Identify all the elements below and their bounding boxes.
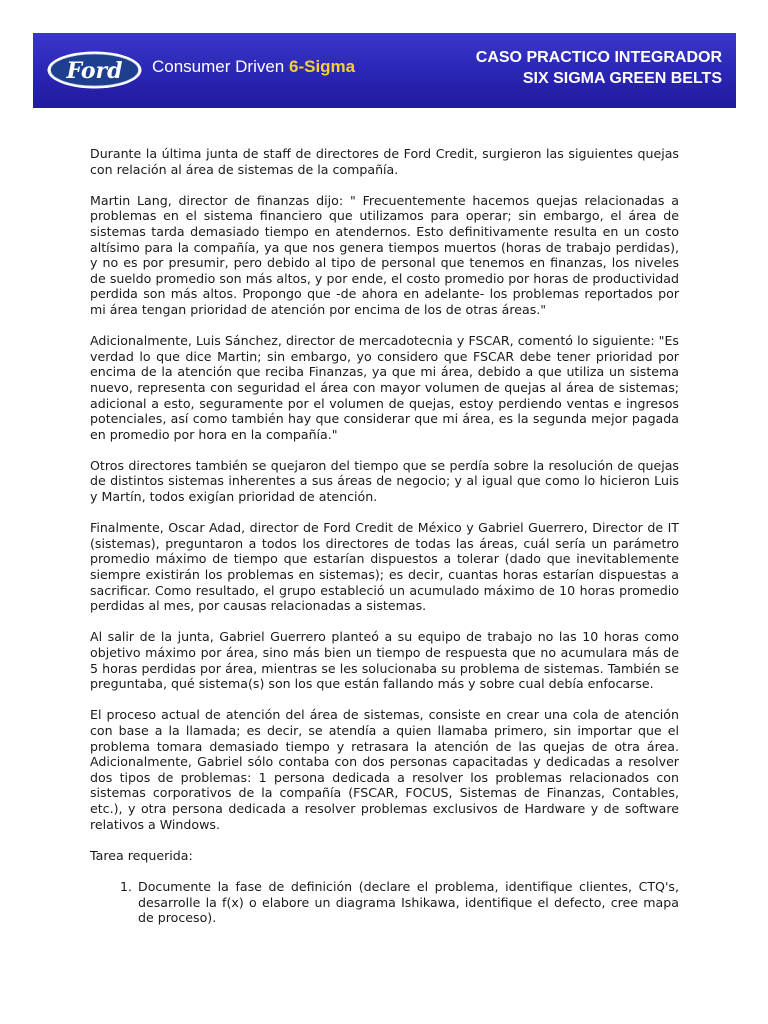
paragraph-current-process: El proceso actual de atención del área de sistemas, consiste en crear una cola de atención con base a la llamada; es decir, se atendía a quien llamaba primero, sin importar que el problema tomara demasiado tiempo y retrasara la atención de las quejas de otra área. Adicionalmente, Gabriel sólo contaba con dos personas capacitadas y dedicadas a resolver dos tipos de problemas: 1 persona dedicada a resolver los problemas relacionados con sistemas corporativos de la compañía (FSCAR, FOCUS, Sistemas de Finanzas, Contables, etc.), y otra persona dedicada a resolver problemas exclusivos de Hardware y de software relativos a Windows. <box>90 707 679 832</box>
paragraph-gabriel-guerrero: Al salir de la junta, Gabriel Guerrero planteó a su equipo de trabajo no las 10 horas como objetivo máximo por área, sino más bien un tiempo de respuesta que no acumulara más de 5 horas perdidas por área, mientras se les solucionaba su problema de sistemas. También se preguntaba, qué sistema(s) son los que están fallando más y sobre cual debía enfocarse. <box>90 629 679 692</box>
brand-prefix: Consumer Driven <box>152 57 289 76</box>
paragraph-intro: Durante la última junta de staff de directores de Ford Credit, surgieron las siguientes quejas con relación al área de sistemas de la compañía. <box>90 146 679 177</box>
brand-tagline <box>152 57 355 77</box>
title-line-1: CASO PRACTICO INTEGRADOR <box>475 49 722 66</box>
paragraph-luis-sanchez: Adicionalmente, Luis Sánchez, director de mercadotecnia y FSCAR, comentó lo siguiente: "Es verdad lo que dice Martin; sin embargo, yo considero que FSCAR debe tener prioridad por encima de la atención que reciba Finanzas, ya que mi área, debido a que utiliza un sistema nuevo, representa con seguridad el área con mayor volumen de quejas al área de sistemas; adicional a esto, seguramente por el volumen de quejas, estoy perdiendo ventas e ingresos potenciales, así como también hay que considerar que mi área, es la segunda mejor pagada en promedio por hora en la compañía." <box>90 333 679 442</box>
ford-logo <box>46 50 143 90</box>
paragraph-oscar-adad: Finalmente, Oscar Adad, director de Ford Credit de México y Gabriel Guerrero, Director de IT (sistemas), preguntaron a todos los directores de todas las áreas, cuál sería un parámetro promedio máximo de tiempo que estarían dispuestos a tolerar (dado que inevitablemente siempre existirán los problemas en sistemas); es decir, cuantas horas estarían dispuestas a sacrificar. Como resultado, el grupo estableció un acumulado máximo de 10 horas promedio perdidas al mes, por causas relacionadas a sistemas. <box>90 520 679 614</box>
paragraph-task-heading: Tarea requerida: <box>90 847 193 863</box>
title-line-2: SIX SIGMA GREEN BELTS <box>522 70 722 87</box>
task-list <box>90 879 679 926</box>
brand-accent: 6-Sigma <box>289 57 356 76</box>
document-body <box>90 146 679 926</box>
task-item: 1. Documente la fase de definición (declare el problema, identifique clientes, CTQ's, desarrolle la f(x) o elabore un diagrama Ishikawa, identifique el defecto, cree mapa de proceso). <box>136 879 679 926</box>
document-title <box>476 47 722 89</box>
paragraph-martin-lang: Martin Lang, director de finanzas dijo: " Frecuentemente hacemos quejas relacionadas a problemas en el sistema financiero que utilizamos para operar; sin embargo, el área de sistemas tarda demasiado tiempo en atendernos. Esto definitivamente resulta en un costo altísimo para la compañía, ya que nos genera tiempos muertos (horas de trabajo perdidas), y no es por presumir, pero debido al tipo de personal que tenemos en finanzas, los niveles de sueldo promedio son más altos, y por ende, el costo promedio por horas de productividad perdida son más altos. Propongo que -de ahora en adelante- los problemas reportados por mi área tengan prioridad de atención por encima de los de otras áreas." <box>90 192 679 317</box>
paragraph-other-directors: Otros directores también se quejaron del tiempo que se perdía sobre la resolución de quejas de distintos sistemas inherentes a sus áreas de negocio; y al igual que como lo hicieron Luis y Martín, todos exigían prioridad de atención. <box>90 457 679 505</box>
ford-logo-text: Ford <box>66 58 123 84</box>
